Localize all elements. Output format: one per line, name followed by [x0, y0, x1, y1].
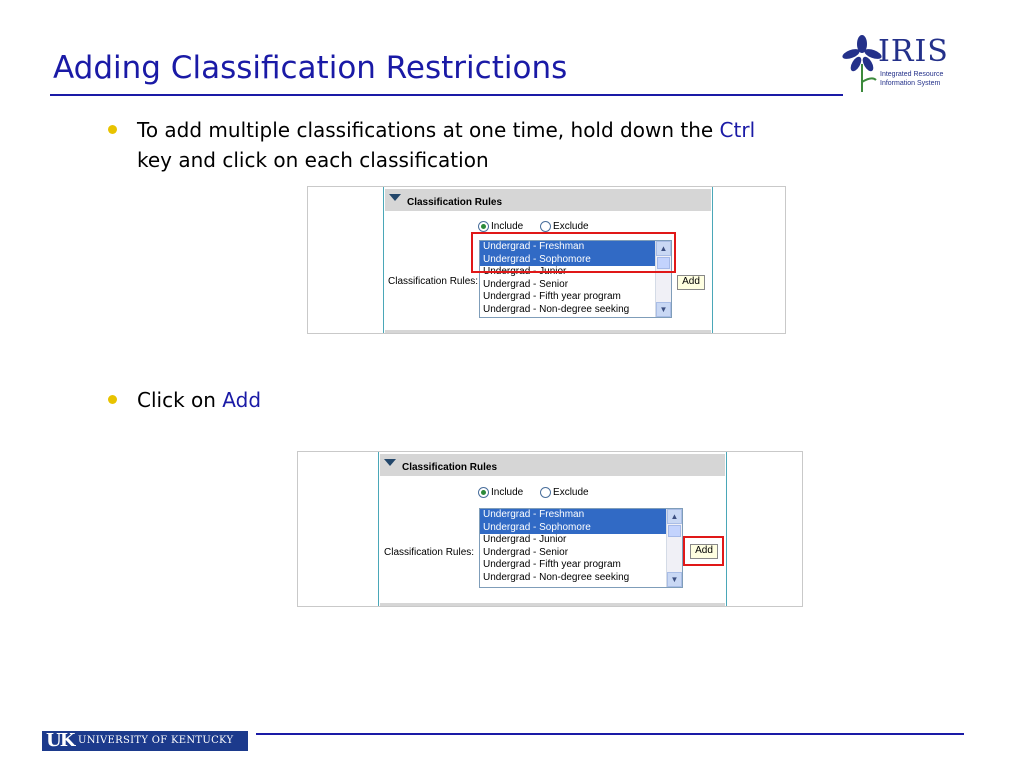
bullet-highlight-add: Add [222, 388, 262, 412]
include-radio[interactable] [478, 221, 489, 232]
bullet-ctrl-instruction [137, 115, 927, 175]
bullet-click-add [137, 385, 261, 415]
panel-header[interactable] [385, 189, 711, 211]
add-button[interactable]: Add [677, 275, 705, 290]
highlight-box-selected-options [471, 232, 676, 273]
listbox-option[interactable]: Undergrad - Fifth year program [483, 291, 621, 302]
classification-rules-label: Classification Rules: [384, 547, 475, 558]
iris-wordmark: IRIS [878, 34, 949, 69]
include-label: Include [491, 221, 524, 232]
university-name: UNIVERSITY OF KENTUCKY [78, 735, 234, 746]
classification-rules-label: Classification Rules: [388, 276, 479, 287]
exclude-label: Exclude [553, 221, 589, 232]
listbox-option[interactable]: Undergrad - Fifth year program [483, 559, 621, 570]
listbox-option[interactable]: Undergrad - Senior [483, 546, 569, 558]
scroll-thumb[interactable] [668, 525, 681, 537]
highlight-box-add-button [683, 536, 724, 566]
iris-subtitle-line2: Information System [880, 80, 941, 87]
bullet-text-continued: key and click on each classification [137, 148, 489, 172]
scroll-down-icon[interactable]: ▼ [656, 302, 671, 317]
listbox-option[interactable]: Undergrad - Freshman [480, 241, 671, 254]
panel-header-label: Classification Rules [402, 462, 498, 473]
panel-header-label: Classification Rules [407, 197, 503, 208]
bullet-dot [108, 125, 117, 134]
panel-footer [380, 603, 725, 606]
listbox-option[interactable]: Undergrad - Non-degree seeking [483, 303, 630, 315]
include-exclude-radios [478, 221, 603, 232]
include-label: Include [491, 487, 524, 498]
bullet-highlight-ctrl: Ctrl [719, 118, 756, 142]
listbox-option[interactable]: Undergrad - Non-degree seeking [483, 571, 630, 583]
scroll-down-icon[interactable]: ▼ [667, 572, 682, 587]
panel-footer [385, 330, 711, 333]
university-of-kentucky-logo [42, 731, 248, 751]
panel-border-right [712, 187, 713, 333]
iris-logo [842, 34, 952, 96]
slide-title: Adding Classification Restrictions [53, 50, 568, 86]
panel-border-left [378, 452, 379, 606]
uk-mark: UK [46, 730, 74, 751]
classification-listbox[interactable] [479, 508, 683, 588]
bullet-dot [108, 395, 117, 404]
listbox-option[interactable]: Undergrad - Sophomore [480, 254, 671, 267]
iris-subtitle-line1: Integrated Resource [880, 71, 944, 78]
scroll-up-icon[interactable]: ▲ [656, 241, 671, 256]
include-radio[interactable] [478, 487, 489, 498]
include-exclude-radios [478, 487, 603, 498]
exclude-radio[interactable] [540, 487, 551, 498]
exclude-radio[interactable] [540, 221, 551, 232]
title-underline [50, 94, 843, 96]
listbox-scrollbar[interactable] [666, 509, 682, 587]
classification-panel-1 [307, 186, 786, 334]
flower-logo-icon [842, 34, 882, 94]
classification-panel-2 [297, 451, 803, 607]
bullet-text: To add multiple classifications at one time, hold down the [137, 118, 720, 142]
add-button[interactable]: Add [690, 544, 718, 559]
bullet-text: Click on [137, 388, 223, 412]
iris-subtitle [880, 70, 960, 88]
panel-header[interactable] [380, 454, 725, 476]
collapse-triangle-icon[interactable] [384, 459, 396, 466]
listbox-option[interactable]: Undergrad - Sophomore [480, 522, 682, 535]
footer-rule [256, 733, 964, 735]
listbox-option[interactable]: Undergrad - Senior [483, 278, 569, 290]
collapse-triangle-icon[interactable] [389, 194, 401, 201]
listbox-option[interactable]: Undergrad - Junior [483, 266, 567, 277]
listbox-option[interactable]: Undergrad - Junior [483, 534, 567, 545]
exclude-label: Exclude [553, 487, 589, 498]
panel-border-right [726, 452, 727, 606]
scroll-up-icon[interactable]: ▲ [667, 509, 682, 524]
panel-border-left [383, 187, 384, 333]
listbox-option[interactable]: Undergrad - Freshman [480, 509, 682, 522]
